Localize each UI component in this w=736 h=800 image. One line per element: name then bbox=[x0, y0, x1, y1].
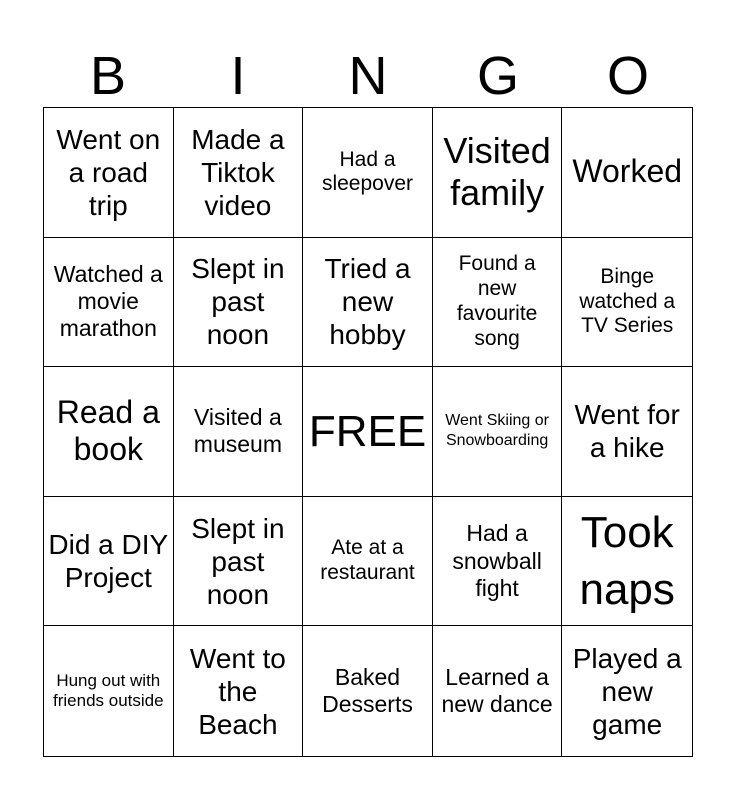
bingo-cell[interactable] bbox=[174, 626, 304, 756]
bingo-cell[interactable] bbox=[433, 367, 563, 497]
bingo-cell[interactable] bbox=[433, 108, 563, 238]
header-letter-i: I bbox=[230, 46, 246, 106]
cell-text: Visited family bbox=[443, 129, 551, 214]
bingo-header bbox=[43, 44, 693, 108]
bingo-cell[interactable] bbox=[174, 367, 304, 497]
header-letter-o: O bbox=[606, 46, 649, 106]
bingo-cell[interactable] bbox=[303, 108, 433, 238]
free-space-cell[interactable] bbox=[303, 367, 433, 497]
bingo-cell[interactable] bbox=[303, 238, 433, 368]
cell-text: Had a snowball fight bbox=[452, 520, 542, 601]
bingo-cell[interactable] bbox=[44, 367, 174, 497]
cell-text: Tried a new hobby bbox=[324, 253, 411, 351]
cell-text: Played a new game bbox=[572, 642, 682, 740]
cell-text: Watched a movie marathon bbox=[53, 261, 163, 342]
cell-text: Went to the Beach bbox=[189, 642, 286, 740]
bingo-cell[interactable] bbox=[44, 626, 174, 756]
cell-text: Worked bbox=[572, 153, 683, 190]
cell-text: Went on a road trip bbox=[56, 123, 161, 221]
free-space-text: FREE bbox=[308, 406, 427, 456]
bingo-cell[interactable] bbox=[303, 626, 433, 756]
bingo-cell[interactable] bbox=[562, 238, 692, 368]
cell-text: Slept in past noon bbox=[191, 512, 285, 610]
cell-text: Took naps bbox=[579, 507, 675, 615]
bingo-cell[interactable] bbox=[44, 497, 174, 627]
cell-text: Went Skiing or Snowboarding bbox=[445, 411, 549, 450]
bingo-cell[interactable] bbox=[562, 626, 692, 756]
bingo-cell[interactable] bbox=[562, 108, 692, 238]
bingo-cell[interactable] bbox=[303, 497, 433, 627]
bingo-cell[interactable] bbox=[174, 497, 304, 627]
cell-text: Visited a museum bbox=[193, 404, 282, 458]
cell-text: Baked Desserts bbox=[322, 664, 413, 718]
header-letter-n: N bbox=[348, 46, 388, 106]
bingo-cell[interactable] bbox=[562, 367, 692, 497]
bingo-cell[interactable] bbox=[174, 108, 304, 238]
bingo-cell[interactable] bbox=[174, 238, 304, 368]
bingo-cell[interactable] bbox=[433, 497, 563, 627]
cell-text: Went for a hike bbox=[574, 399, 680, 464]
cell-text: Made a Tiktok video bbox=[191, 123, 285, 221]
cell-text: Slept in past noon bbox=[191, 253, 285, 351]
bingo-board bbox=[43, 107, 693, 757]
bingo-cell[interactable] bbox=[433, 626, 563, 756]
cell-text: Had a sleepover bbox=[321, 147, 414, 196]
bingo-cell[interactable] bbox=[562, 497, 692, 627]
bingo-cell[interactable] bbox=[44, 238, 174, 368]
bingo-cell[interactable] bbox=[433, 238, 563, 368]
cell-text: Hung out with friends outside bbox=[53, 671, 164, 711]
cell-text: Learned a new dance bbox=[441, 664, 553, 718]
cell-text: Did a DIY Project bbox=[48, 529, 169, 594]
header-letter-g: G bbox=[476, 46, 519, 106]
header-letter-b: B bbox=[89, 46, 127, 106]
cell-text: Ate at a restaurant bbox=[320, 536, 415, 585]
bingo-cell[interactable] bbox=[44, 108, 174, 238]
cell-text: Read a book bbox=[56, 393, 160, 468]
cell-text: Binge watched a TV Series bbox=[579, 264, 676, 338]
cell-text: Found a new favourite song bbox=[456, 252, 538, 350]
